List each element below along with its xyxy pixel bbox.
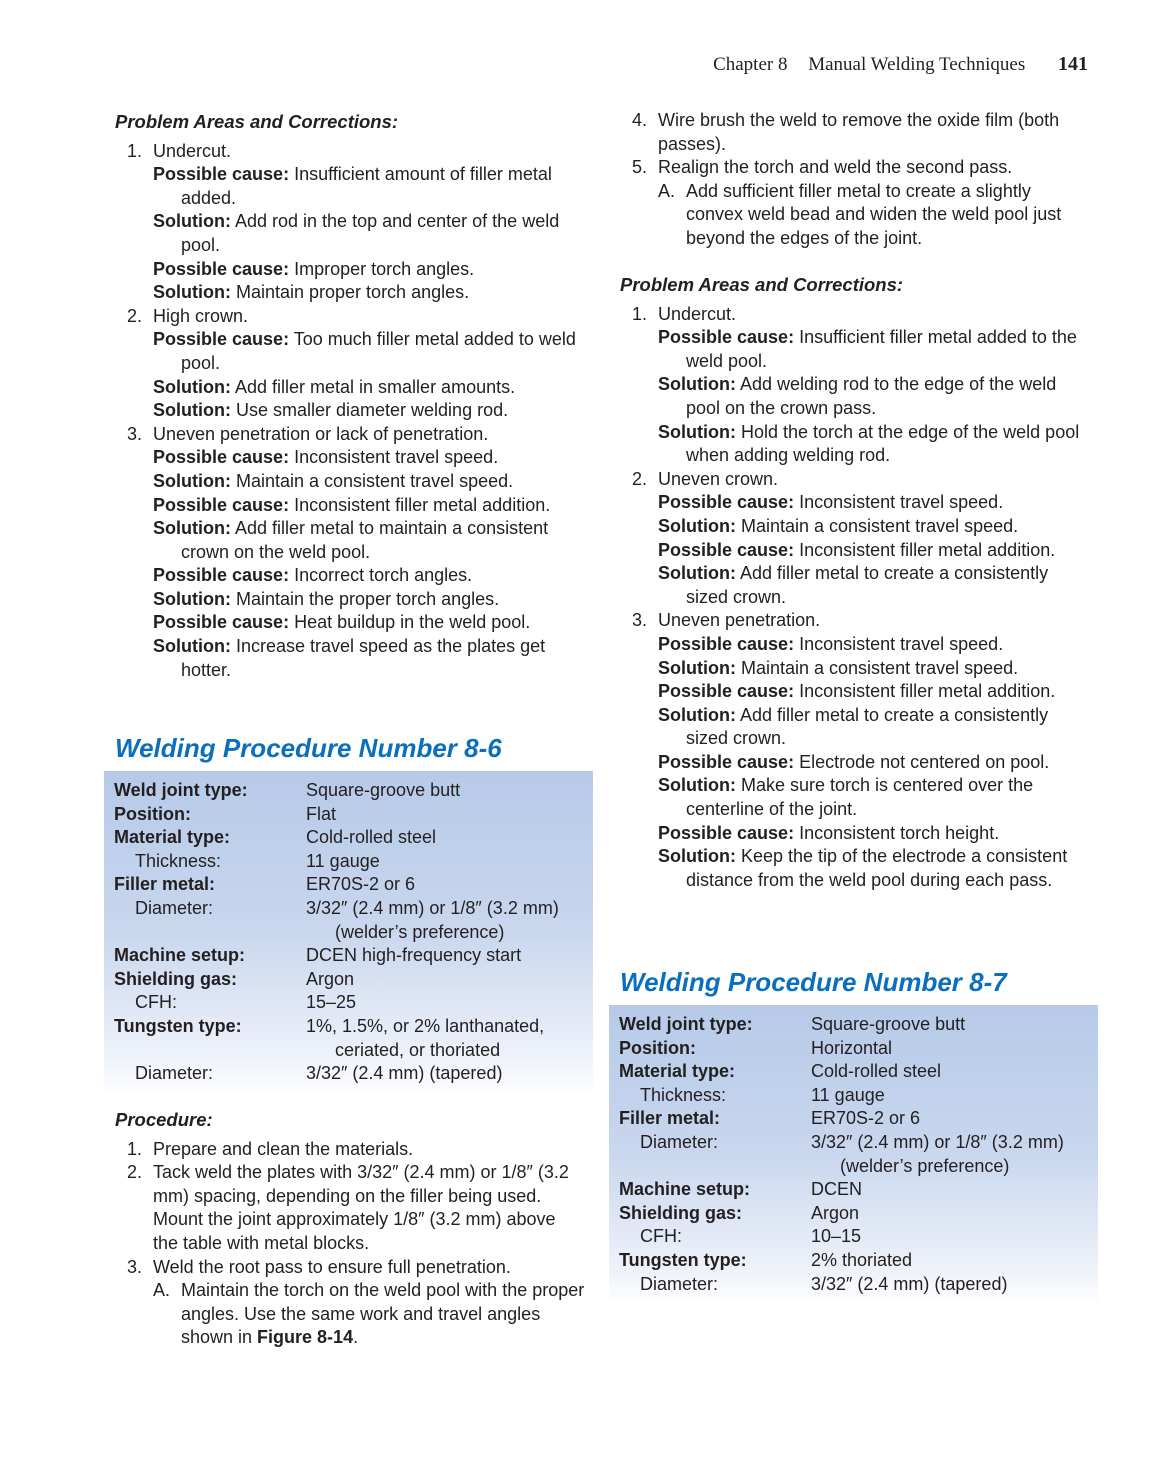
spec-label: Position: [619, 1037, 696, 1058]
cause-solution-text: Improper torch angles. [289, 258, 475, 279]
spec-value: 3/32″ (2.4 mm) (tapered) [306, 1063, 503, 1084]
item-number: 3. [632, 610, 648, 631]
spec-label: Position: [114, 803, 191, 824]
cause-solution-text: Inconsistent filler metal addition. [794, 681, 1056, 702]
list-item [115, 305, 590, 423]
cause-solution-line [658, 562, 1095, 609]
cause-solution-line [153, 399, 590, 423]
list-item [620, 609, 1095, 892]
spec-value: Argon [811, 1202, 860, 1223]
cause-solution-line [658, 751, 1095, 775]
cause-solution-line [658, 680, 1095, 704]
cause-solution-line [658, 515, 1095, 539]
item-number: 1. [632, 303, 648, 324]
spec-label: Shielding gas: [114, 968, 238, 989]
spec-row [619, 1273, 1088, 1297]
spec-value: ER70S-2 or 6 [811, 1108, 921, 1129]
spec-row [619, 1131, 1088, 1178]
figure-reference: Figure 8-14 [257, 1327, 354, 1348]
right-problem-areas [620, 273, 1095, 892]
cause-solution-line [153, 517, 590, 564]
spec-row [114, 1062, 583, 1086]
cause-solution-label: Solution: [658, 704, 736, 725]
cause-solution-label: Possible cause: [658, 822, 795, 843]
item-text: Weld the root pass to ensure full penetration. [153, 1256, 511, 1277]
cause-solution-text: Maintain proper torch angles. [230, 282, 470, 303]
spec-label: Weld joint type: [114, 780, 248, 800]
spec-row [114, 873, 583, 897]
cause-solution-text: Hold the torch at the edge of the weld pool when adding welding rod. [686, 421, 1080, 466]
list-item [115, 1161, 585, 1255]
cause-solution-text: Inconsistent travel speed. [289, 447, 499, 468]
spec-label: Diameter: [640, 1131, 719, 1152]
procedure-spec-table [609, 1005, 1098, 1306]
cause-solution-line [153, 588, 590, 612]
list-item [115, 140, 590, 305]
cause-solution-text: Maintain the proper torch angles. [230, 588, 500, 609]
sub-step-letter: A. [658, 180, 676, 201]
cause-solution-label: Possible cause: [153, 447, 290, 468]
spec-label: Machine setup: [114, 945, 246, 966]
cause-solution-line [153, 258, 590, 282]
section-heading: Problem Areas and Corrections: [115, 111, 399, 132]
spec-value: 3/32″ (2.4 mm) (tapered) [811, 1273, 1008, 1294]
left-problem-areas [115, 110, 590, 682]
section-heading: Problem Areas and Corrections: [620, 274, 904, 295]
cause-solution-text: Insufficient filler metal added to the weld pool. [686, 327, 1077, 371]
spec-label: CFH: [640, 1226, 682, 1247]
list-item [620, 468, 1095, 610]
cause-solution-label: Solution: [658, 846, 736, 867]
spec-row [619, 1202, 1088, 1226]
cause-solution-label: Solution: [153, 211, 231, 232]
sub-step-body: Add sufficient filler metal to create a slightly convex weld bead and widen the weld pool just beyond the edges of the joint. [686, 180, 1062, 248]
spec-row [619, 1107, 1088, 1131]
procedure-spec-table [104, 771, 593, 1096]
cause-solution-label: Possible cause: [153, 258, 290, 279]
procedure-steps [115, 1138, 585, 1350]
cause-solution-text: Add filler metal to maintain a consistent crown on the weld pool. [181, 518, 549, 562]
item-number: 1. [127, 1138, 143, 1159]
list-item [620, 303, 1095, 468]
cause-solution-label: Possible cause: [658, 327, 795, 348]
spec-label: Diameter: [135, 1063, 214, 1084]
spec-row [114, 1015, 583, 1062]
spec-label: Filler metal: [619, 1108, 721, 1129]
cause-solution-label: Possible cause: [658, 751, 795, 772]
cause-solution-text: Use smaller diameter welding rod. [230, 400, 509, 421]
item-text: Uneven crown. [658, 468, 779, 489]
sub-step-text [686, 180, 1090, 251]
spec-label: Tungsten type: [619, 1249, 747, 1270]
item-number: 2. [632, 468, 648, 489]
cause-solution-line [658, 326, 1095, 373]
cause-solution-text: Maintain a consistent travel speed. [735, 657, 1019, 678]
spec-row [114, 826, 583, 850]
cause-solution-text: Too much filler metal added to weld pool. [181, 329, 576, 373]
spec-label: CFH: [135, 992, 177, 1013]
cause-solution-line [658, 845, 1095, 892]
cause-solution-label: Possible cause: [153, 565, 290, 586]
cause-solution-text: Add rod in the top and center of the weld pool. [181, 211, 560, 255]
cause-solution-label: Possible cause: [658, 633, 795, 654]
cause-solution-text: Increase travel speed as the plates get hotter. [181, 636, 546, 680]
cause-solution-line [658, 491, 1095, 515]
spec-row [114, 897, 583, 944]
cause-solution-text: Make sure torch is centered over the centerline of the joint. [686, 775, 1034, 820]
cause-solution-text: Keep the tip of the electrode a consistent distance from the weld pool during each pass. [686, 846, 1068, 890]
right-procedure-continued [620, 109, 1090, 251]
cause-solution-line [153, 281, 590, 305]
spec-row [114, 803, 583, 827]
item-number: 3. [127, 1256, 143, 1277]
spec-row [619, 1249, 1088, 1273]
item-number: 1. [127, 140, 143, 161]
cause-solution-label: Possible cause: [658, 492, 795, 513]
spec-value: 3/32″ (2.4 mm) or 1/8″ (3.2 mm) (welder’s preference) [306, 897, 559, 942]
running-header [713, 53, 1088, 77]
cause-solution-text: Electrode not centered on pool. [794, 751, 1050, 772]
cause-solution-label: Possible cause: [153, 612, 290, 633]
spec-label: Weld joint type: [619, 1014, 753, 1034]
cause-solution-label: Solution: [153, 636, 231, 657]
list-item [620, 109, 1090, 156]
cause-solution-text: Inconsistent travel speed. [794, 633, 1004, 654]
cause-solution-line [658, 704, 1095, 751]
spec-value: DCEN [811, 1179, 863, 1200]
cause-solution-line [658, 421, 1095, 468]
item-text: High crown. [153, 305, 249, 326]
spec-label: Filler metal: [114, 874, 216, 895]
cause-solution-label: Solution: [153, 376, 231, 397]
item-number: 5. [632, 157, 648, 178]
cause-solution-label: Possible cause: [153, 494, 290, 515]
list-item [115, 423, 590, 683]
cause-solution-line [153, 635, 590, 682]
spec-value: 11 gauge [811, 1084, 885, 1105]
cause-solution-label: Possible cause: [658, 681, 795, 702]
cause-solution-label: Solution: [658, 775, 736, 796]
spec-value: Argon [306, 968, 355, 989]
item-text: Undercut. [658, 303, 737, 324]
spec-label: Material type: [619, 1061, 736, 1082]
cause-solution-line [658, 774, 1095, 821]
cause-solution-text: Add filler metal in smaller amounts. [230, 376, 516, 397]
cause-solution-text: Maintain a consistent travel speed. [230, 470, 514, 491]
spec-value: 2% thoriated [811, 1249, 913, 1270]
item-text: Undercut. [153, 140, 232, 161]
procedure-steps [620, 109, 1090, 251]
cause-solution-line [658, 539, 1095, 563]
spec-label: Thickness: [135, 850, 222, 871]
cause-solution-text: Add welding rod to the edge of the weld pool on the crown pass. [686, 374, 1057, 418]
sub-step [153, 1279, 585, 1350]
sub-step [658, 180, 1090, 251]
item-text: Prepare and clean the materials. [153, 1138, 414, 1159]
cause-solution-label: Possible cause: [153, 329, 290, 350]
spec-value: Square-groove butt [306, 780, 461, 800]
spec-value: Horizontal [811, 1037, 893, 1058]
spec-label: Diameter: [135, 897, 214, 918]
spec-row [619, 1084, 1088, 1108]
cause-solution-label: Solution: [658, 421, 736, 442]
cause-solution-text: Add filler metal to create a consistently sized crown. [686, 704, 1049, 749]
item-number: 3. [127, 423, 143, 444]
cause-solution-label: Solution: [658, 657, 736, 678]
item-number: 2. [127, 1162, 143, 1183]
left-procedure [115, 1108, 585, 1350]
cause-solution-label: Solution: [153, 400, 231, 421]
cause-solution-line [153, 470, 590, 494]
cause-solution-label: Solution: [658, 374, 736, 395]
spec-row [619, 1013, 1088, 1037]
cause-solution-label: Solution: [658, 515, 736, 536]
chapter-title: Manual Welding Techniques [808, 54, 1026, 75]
spec-value: Flat [306, 803, 337, 824]
spec-label: Tungsten type: [114, 1015, 242, 1036]
problem-list [620, 303, 1095, 893]
cause-solution-line [153, 376, 590, 400]
cause-solution-text: Add filler metal to create a consistently sized crown. [686, 563, 1049, 607]
spec-row [114, 968, 583, 992]
cause-solution-label: Possible cause: [153, 164, 290, 185]
cause-solution-line [153, 210, 590, 257]
spec-row [114, 944, 583, 968]
spec-value: Square-groove butt [811, 1014, 966, 1034]
spec-row [619, 1037, 1088, 1061]
item-text: Uneven penetration. [658, 610, 821, 631]
spec-value: 1%, 1.5%, or 2% lanthanated, ceriated, or thoriated [306, 1015, 545, 1060]
item-number: 4. [632, 110, 648, 130]
cause-solution-text: Inconsistent travel speed. [794, 492, 1004, 513]
cause-solution-label: Solution: [153, 588, 231, 609]
cause-solution-line [153, 611, 590, 635]
spec-value: 15–25 [306, 992, 357, 1013]
cause-solution-line [658, 373, 1095, 420]
cause-solution-text: Incorrect torch angles. [289, 565, 473, 586]
chapter-label: Chapter 8 [713, 54, 788, 75]
list-item [115, 1256, 585, 1350]
spec-row [114, 779, 583, 803]
spec-value: Cold-rolled steel [811, 1061, 942, 1082]
cause-solution-text: Inconsistent torch height. [794, 822, 1000, 843]
welding-procedure-8-7 [609, 967, 1098, 1306]
sub-step-end: . [353, 1327, 359, 1348]
section-heading: Procedure: [115, 1109, 213, 1130]
item-text: Wire brush the weld to remove the oxide film (both passes). [658, 110, 1060, 154]
spec-value: ER70S-2 or 6 [306, 874, 416, 895]
spec-row [114, 850, 583, 874]
cause-solution-label: Solution: [153, 470, 231, 491]
spec-row [619, 1060, 1088, 1084]
spec-row [619, 1225, 1088, 1249]
spec-label: Machine setup: [619, 1179, 751, 1200]
cause-solution-line [153, 446, 590, 470]
cause-solution-label: Solution: [658, 563, 736, 584]
list-item [115, 1138, 585, 1162]
sub-step-body: Maintain the torch on the weld pool with the proper angles. Use the same work and travel angles shown in [181, 1280, 585, 1348]
spec-value: 11 gauge [306, 850, 380, 871]
cause-solution-text: Heat buildup in the weld pool. [289, 612, 531, 633]
spec-label: Diameter: [640, 1273, 719, 1294]
spec-label: Material type: [114, 827, 231, 848]
cause-solution-line [153, 564, 590, 588]
spec-value: Cold-rolled steel [306, 827, 437, 848]
welding-procedure-8-6 [104, 733, 593, 1096]
cause-solution-line [153, 163, 590, 210]
item-text: Tack weld the plates with 3/32″ (2.4 mm) or 1/8″ (3.2 mm) spacing, depending on the filler being used. Mount the joint approximately 1/8″ (3.2 mm) above the table with metal blocks. [153, 1162, 569, 1253]
cause-solution-line [658, 633, 1095, 657]
cause-solution-label: Solution: [153, 282, 231, 303]
cause-solution-text: Maintain a consistent travel speed. [735, 515, 1019, 536]
spec-value: DCEN high-frequency start [306, 945, 522, 966]
cause-solution-line [658, 822, 1095, 846]
page-number: 141 [1058, 53, 1088, 75]
cause-solution-line [658, 657, 1095, 681]
spec-row [114, 991, 583, 1015]
item-text: Realign the torch and weld the second pass. [658, 157, 1013, 178]
spec-label: Shielding gas: [619, 1202, 743, 1223]
cause-solution-text: Inconsistent filler metal addition. [289, 494, 551, 515]
problem-list [115, 140, 590, 683]
procedure-title: Welding Procedure Number 8-6 [115, 733, 502, 763]
list-item [620, 156, 1090, 250]
cause-solution-label: Possible cause: [658, 539, 795, 560]
sub-step-letter: A. [153, 1280, 171, 1301]
cause-solution-text: Inconsistent filler metal addition. [794, 539, 1056, 560]
cause-solution-line [153, 328, 590, 375]
cause-solution-line [153, 494, 590, 518]
sub-step-text [181, 1279, 585, 1350]
spec-value: 3/32″ (2.4 mm) or 1/8″ (3.2 mm) (welder’s preference) [811, 1131, 1064, 1176]
item-number: 2. [127, 305, 143, 326]
procedure-title: Welding Procedure Number 8-7 [620, 967, 1007, 997]
spec-label: Thickness: [640, 1084, 727, 1105]
spec-value: 10–15 [811, 1226, 862, 1247]
item-text: Uneven penetration or lack of penetration. [153, 423, 489, 444]
cause-solution-text: Insufficient amount of filler metal added. [181, 164, 552, 208]
cause-solution-label: Solution: [153, 518, 231, 539]
spec-row [619, 1178, 1088, 1202]
